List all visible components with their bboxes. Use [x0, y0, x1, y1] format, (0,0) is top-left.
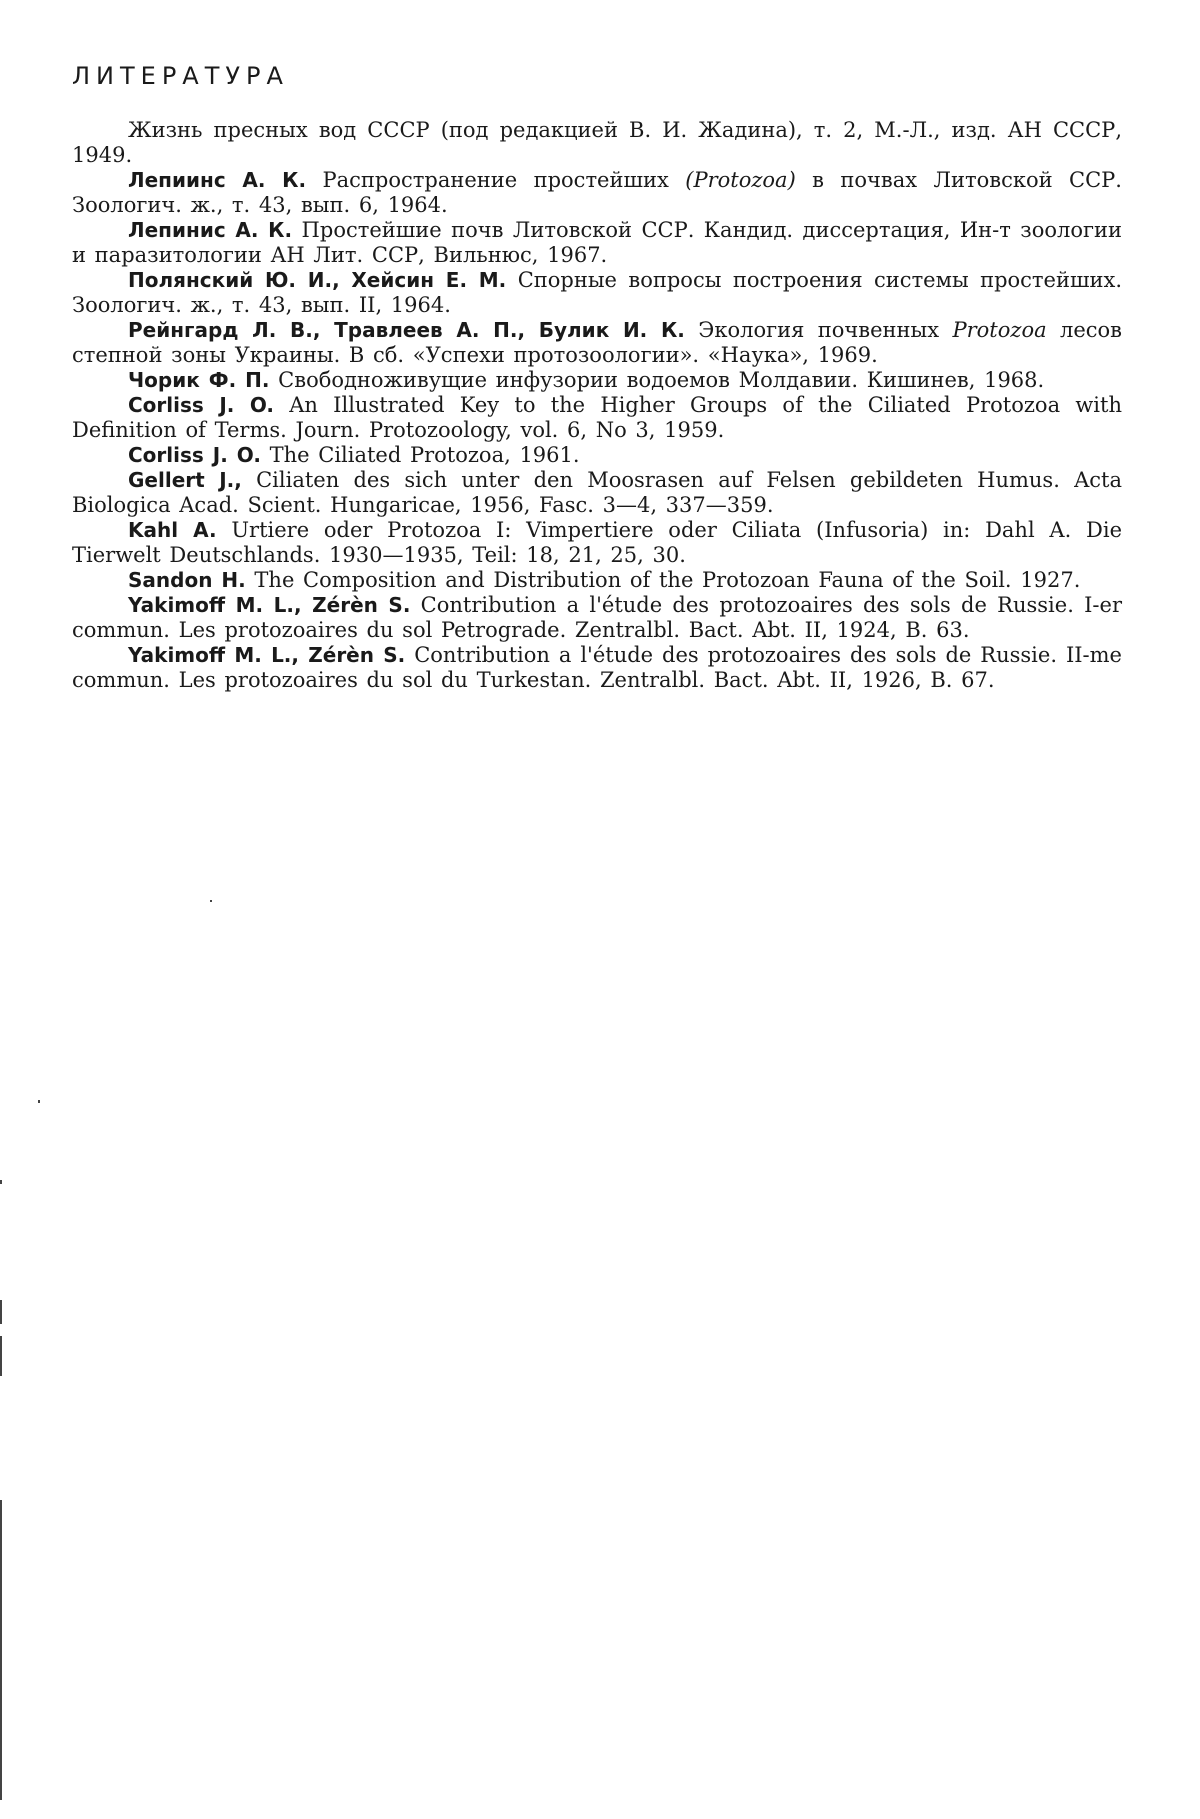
- reference-text: Простейшие почв Литовской ССР. Кандид. диссертация, Ин-т зоологии и паразитологии АН Лит. ССР, Вильнюс, 1967.: [72, 218, 1122, 267]
- reference-entry: [72, 318, 1122, 368]
- reference-text: Распространение простейших: [306, 168, 686, 192]
- reference-authors: Corliss J. O.: [128, 393, 275, 417]
- reference-authors: Kahl A.: [128, 518, 217, 542]
- reference-authors: Gellert J.,: [128, 468, 242, 492]
- reference-authors: Чорик Ф. П.: [128, 368, 270, 392]
- reference-list: [72, 118, 1122, 693]
- reference-entry: [72, 393, 1122, 443]
- reference-entry: [72, 518, 1122, 568]
- reference-entry: [72, 268, 1122, 318]
- reference-text: An Illustrated Key to the Higher Groups of the Ciliated Protozoa with Definition of Terms. Journ. Protozoology, vol. 6, No 3, 1959.: [72, 393, 1122, 442]
- reference-text: Contribution a l'étude des protozoaires des sols de Russie. I-er commun. Les protozoaires du sol Petrograde. Zentralbl. Bact. Abt. II, 1924, B. 63.: [72, 593, 1122, 642]
- reference-text: в почвах Литовской ССР. Зоологич. ж., т. 43, вып. 6, 1964.: [72, 168, 1122, 217]
- scan-mark: [0, 1300, 2, 1324]
- reference-text: Свободноживущие инфузории водоемов Молдавии. Кишинев, 1968.: [269, 368, 1045, 392]
- reference-authors: Лепинис А. К.: [128, 218, 293, 242]
- reference-italic-text: (Protozoa): [685, 168, 796, 192]
- reference-entry: [72, 218, 1122, 268]
- reference-authors: Yakimoff M. L., Zérèn S.: [128, 593, 411, 617]
- reference-authors: Рейнгард Л. В., Травлеев А. П., Булик И. К.: [128, 318, 685, 342]
- reference-text: лесов степной зоны Украины. В сб. «Успехи протозоологии». «Наука», 1969.: [72, 318, 1122, 367]
- reference-italic-text: Protozoa: [952, 318, 1047, 342]
- reference-text: Contribution a l'étude des protozoaires des sols de Russie. II-me commun. Les protozoaires du sol du Turkestan. Zentralbl. Bact. Abt. II, 1926, B. 67.: [72, 643, 1122, 692]
- scan-mark: [0, 1336, 2, 1376]
- reference-authors: Sandon H.: [128, 568, 246, 592]
- scan-mark: [0, 1500, 2, 1800]
- reference-entry: [72, 168, 1122, 218]
- reference-authors: Yakimoff M. L., Zérèn S.: [128, 643, 406, 667]
- reference-text: Ciliaten des sich unter den Moosrasen auf Felsen gebildeten Humus. Acta Biologica Acad. Scient. Hungaricae, 1956, Fasc. 3—4, 337—359.: [72, 468, 1122, 517]
- reference-text: Экология почвенных: [684, 318, 953, 342]
- scan-mark: [38, 1100, 40, 1103]
- reference-text: The Ciliated Protozoa, 1961.: [260, 443, 580, 467]
- reference-authors: Полянский Ю. И., Хейсин Е. М.: [128, 268, 507, 292]
- page-title: ЛИТЕРАТУРА: [72, 62, 289, 90]
- reference-entry: [72, 468, 1122, 518]
- reference-entry: [72, 443, 1122, 468]
- reference-entry: [72, 118, 1122, 168]
- reference-text: Жизнь пресных вод СССР (под редакцией В. И. Жадина), т. 2, М.-Л., изд. АН СССР, 1949.: [72, 118, 1122, 167]
- reference-entry: [72, 643, 1122, 693]
- reference-text: Спорные вопросы построения системы простейших. Зоологич. ж., т. 43, вып. II, 1964.: [72, 268, 1123, 317]
- scan-mark: [0, 1180, 2, 1184]
- reference-entry: [72, 593, 1122, 643]
- reference-authors: Corliss J. O.: [128, 443, 261, 467]
- reference-text: The Composition and Distribution of the Protozoan Fauna of the Soil. 1927.: [245, 568, 1081, 592]
- reference-entry: [72, 368, 1122, 393]
- reference-text: Urtiere oder Protozoa I: Vimpertiere oder Ciliata (Infusoria) in: Dahl A. Die Tierwelt Deutschlands. 1930—1935, Teil: 18, 21, 25, 30.: [72, 518, 1123, 567]
- reference-entry: [72, 568, 1122, 593]
- scan-mark: [210, 900, 212, 902]
- page: [72, 62, 1122, 693]
- reference-authors: Лепиинс А. К.: [128, 168, 307, 192]
